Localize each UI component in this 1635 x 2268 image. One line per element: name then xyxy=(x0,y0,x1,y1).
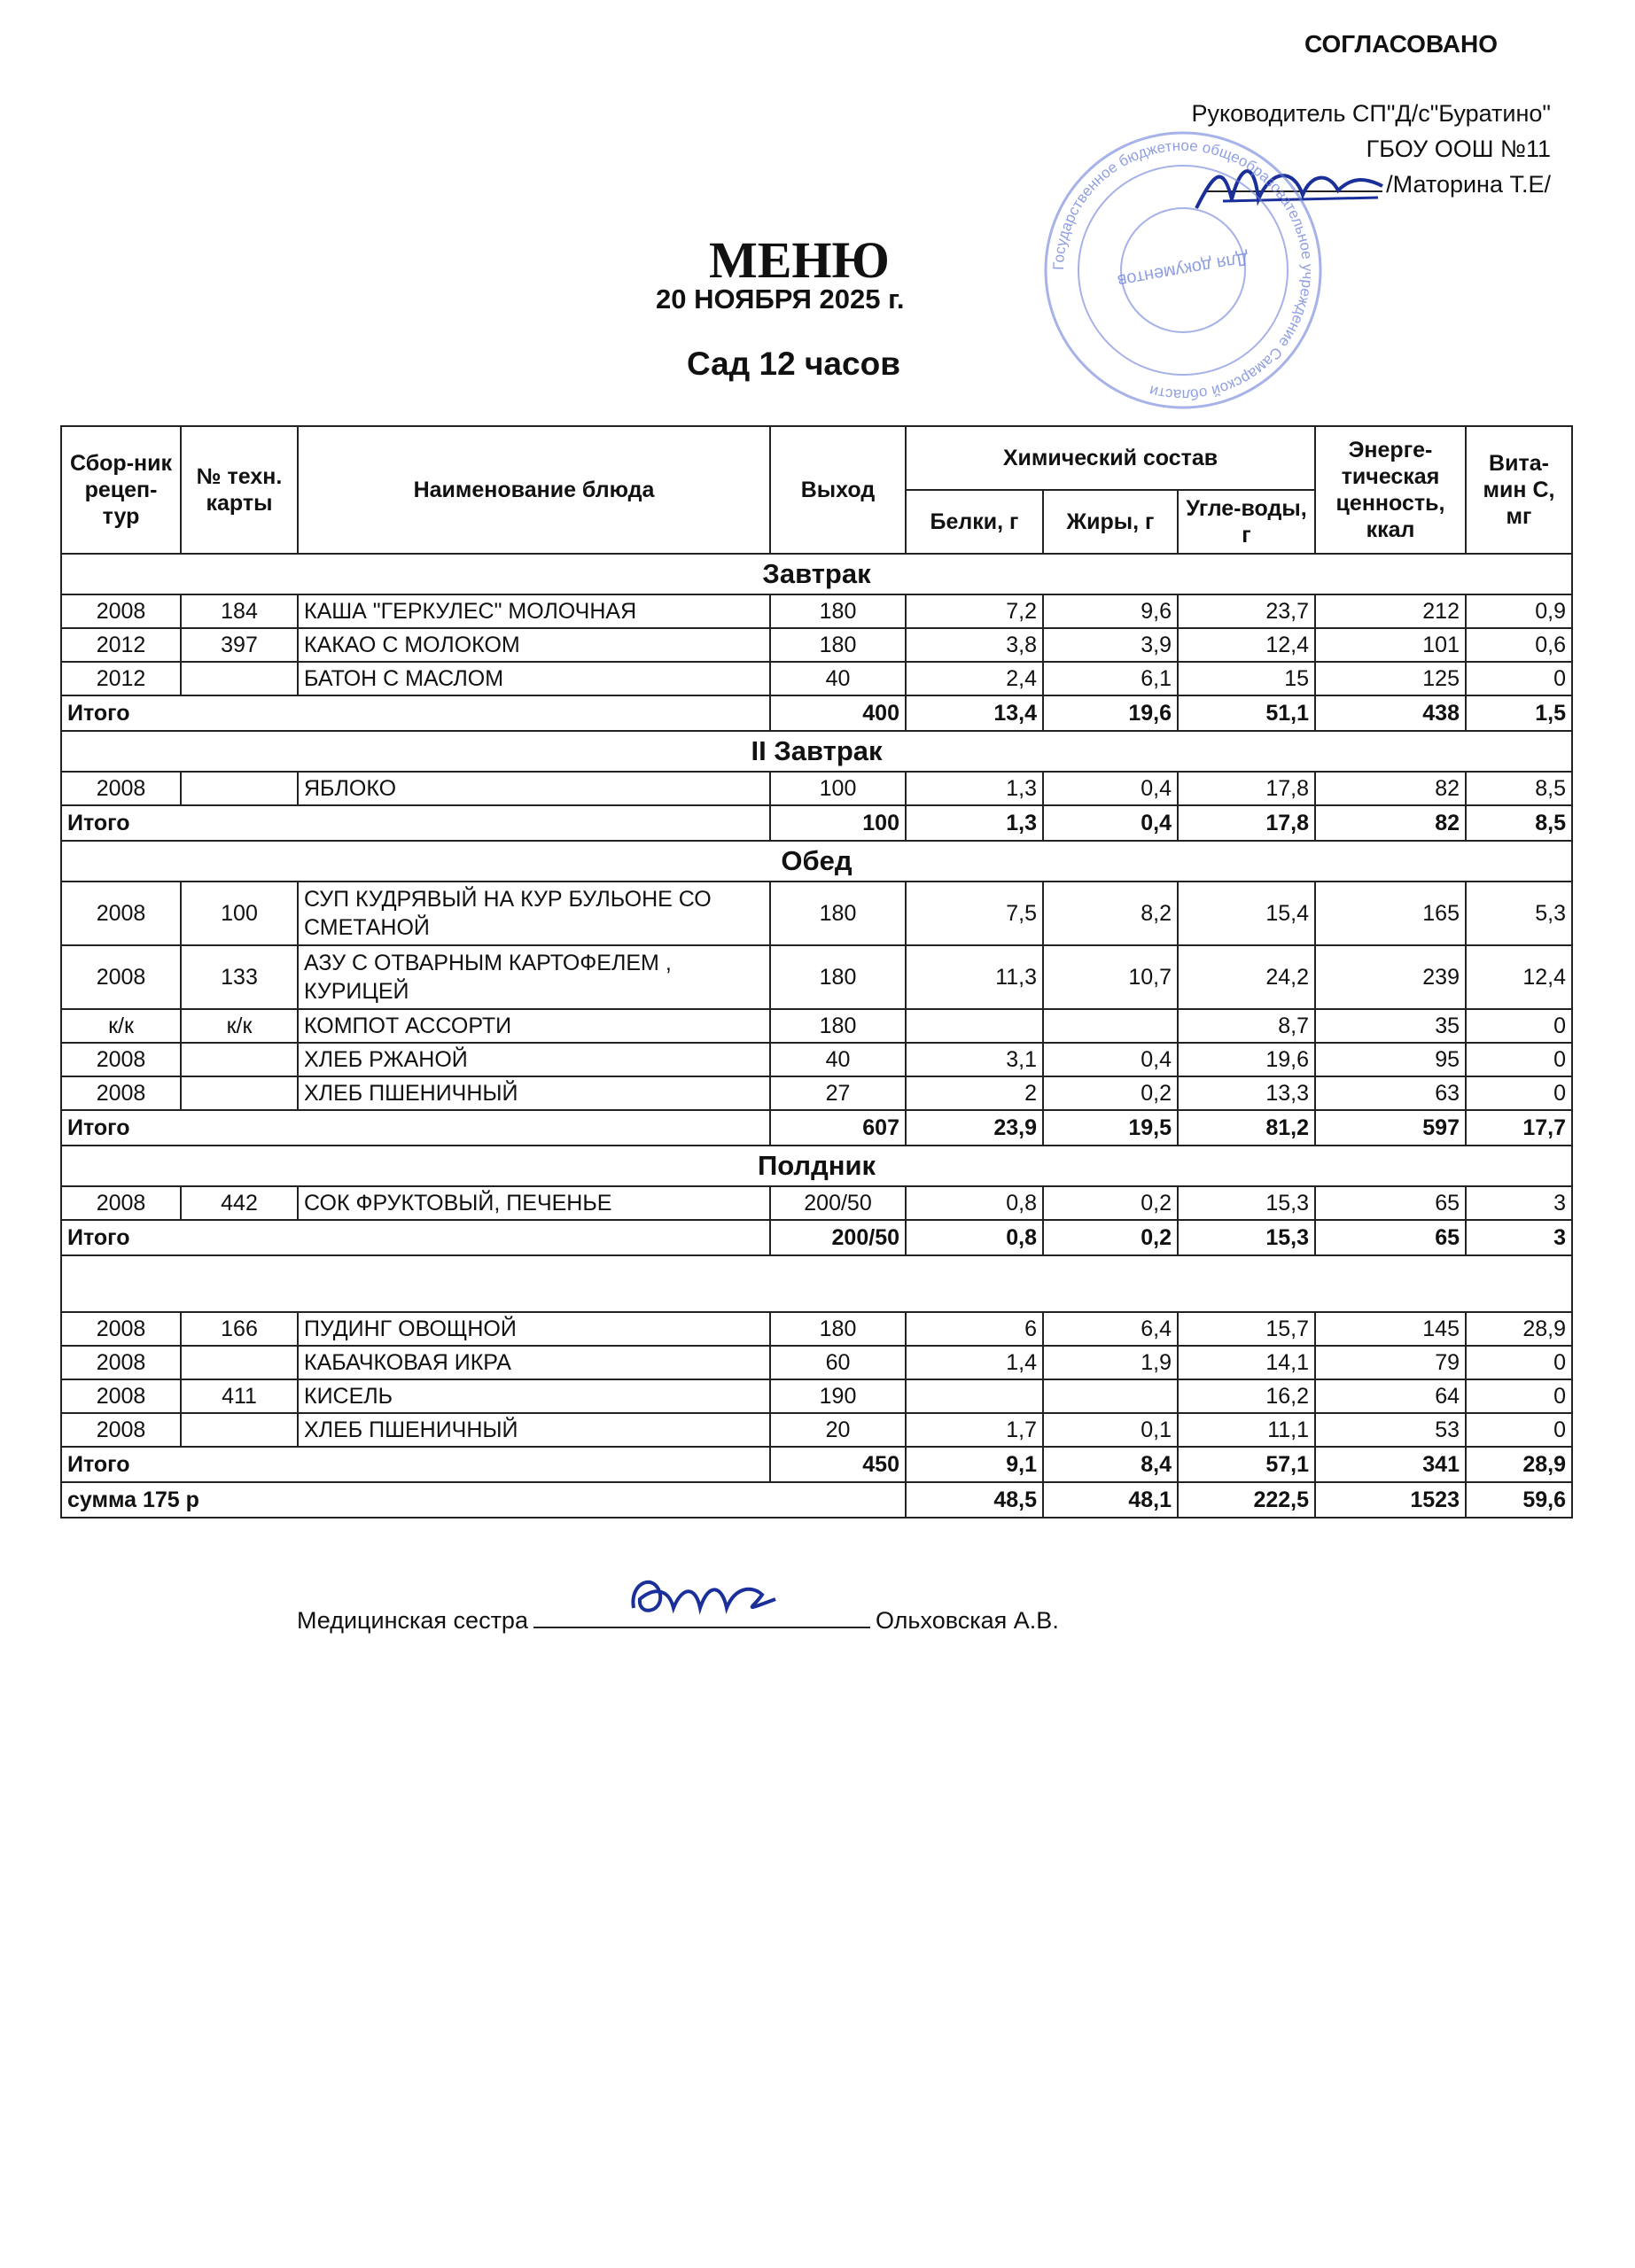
col-yield: Выход xyxy=(770,426,906,554)
table-cell: ХЛЕБ РЖАНОЙ xyxy=(298,1043,770,1076)
table-cell xyxy=(181,1043,298,1076)
table-cell: СУП КУДРЯВЫЙ НА КУР БУЛЬОНЕ СО СМЕТАНОЙ xyxy=(298,882,770,945)
table-cell: 180 xyxy=(770,594,906,628)
col-tech-card: № техн. карты xyxy=(181,426,298,554)
total-label: Итого xyxy=(61,805,770,841)
grand-total-cell: 59,6 xyxy=(1466,1482,1572,1518)
table-cell: 15 xyxy=(1178,662,1315,695)
col-dish: Наименование блюда xyxy=(298,426,770,554)
section-title xyxy=(61,1255,1572,1312)
table-cell xyxy=(181,1076,298,1110)
table-cell: 15,7 xyxy=(1178,1312,1315,1346)
table-cell: 16,2 xyxy=(1178,1379,1315,1413)
table-cell: КАКАО С МОЛОКОМ xyxy=(298,628,770,662)
table-cell: 0,1 xyxy=(1043,1413,1178,1447)
menu-subtitle: Сад 12 часов xyxy=(687,346,900,382)
table-cell: 13,3 xyxy=(1178,1076,1315,1110)
table-cell: 0,4 xyxy=(1043,772,1178,805)
total-cell: 438 xyxy=(1315,695,1466,731)
total-cell: 81,2 xyxy=(1178,1110,1315,1146)
table-cell: АЗУ С ОТВАРНЫМ КАРТОФЕЛЕМ , КУРИЦЕЙ xyxy=(298,945,770,1009)
table-cell: 180 xyxy=(770,882,906,945)
total-cell: 400 xyxy=(770,695,906,731)
table-cell: 180 xyxy=(770,1009,906,1043)
table-cell: КОМПОТ АССОРТИ xyxy=(298,1009,770,1043)
table-cell: 2008 xyxy=(61,1186,181,1220)
table-cell: 1,9 xyxy=(1043,1346,1178,1379)
table-cell: 239 xyxy=(1315,945,1466,1009)
table-cell xyxy=(181,1346,298,1379)
total-cell: 19,5 xyxy=(1043,1110,1178,1146)
table-cell: 2008 xyxy=(61,882,181,945)
table-cell: 2008 xyxy=(61,1346,181,1379)
table-cell: 2008 xyxy=(61,945,181,1009)
table-cell: 100 xyxy=(181,882,298,945)
total-cell: 0,4 xyxy=(1043,805,1178,841)
table-cell: 2012 xyxy=(61,662,181,695)
table-cell xyxy=(181,662,298,695)
stamp-outer-text: Государственное бюджетное общеобразовательное учреждение Самарской области xyxy=(1049,136,1317,404)
table-row xyxy=(61,628,1572,662)
total-cell: 8,4 xyxy=(1043,1447,1178,1482)
table-cell xyxy=(1043,1009,1178,1043)
table-cell: 2008 xyxy=(61,1379,181,1413)
table-cell: 28,9 xyxy=(1466,1312,1572,1346)
total-row xyxy=(61,1110,1572,1146)
grand-total-cell: 222,5 xyxy=(1178,1482,1315,1518)
col-collection: Сбор-ник рецеп-тур xyxy=(61,426,181,554)
total-cell: 607 xyxy=(770,1110,906,1146)
table-cell: 24,2 xyxy=(1178,945,1315,1009)
col-carbs: Угле-воды, г xyxy=(1178,490,1315,554)
total-cell: 51,1 xyxy=(1178,695,1315,731)
table-cell: 101 xyxy=(1315,628,1466,662)
table-cell: 190 xyxy=(770,1379,906,1413)
table-cell: 0 xyxy=(1466,662,1572,695)
total-label: Итого xyxy=(61,695,770,731)
table-cell: 2008 xyxy=(61,772,181,805)
section-title: II Завтрак xyxy=(61,731,1572,772)
total-label: Итого xyxy=(61,1220,770,1255)
table-cell: 19,6 xyxy=(1178,1043,1315,1076)
table-cell: 3,8 xyxy=(906,628,1043,662)
table-cell: ЯБЛОКО xyxy=(298,772,770,805)
page-title: МЕНЮ xyxy=(709,231,890,289)
total-label: Итого xyxy=(61,1447,770,1482)
table-cell: 7,2 xyxy=(906,594,1043,628)
table-row xyxy=(61,1043,1572,1076)
total-cell: 57,1 xyxy=(1178,1447,1315,1482)
table-row xyxy=(61,772,1572,805)
table-cell: 180 xyxy=(770,1312,906,1346)
table-cell: 125 xyxy=(1315,662,1466,695)
col-chem: Химический состав xyxy=(906,426,1315,490)
nurse-label: Медицинская сестра xyxy=(297,1607,528,1634)
total-cell: 23,9 xyxy=(906,1110,1043,1146)
total-row xyxy=(61,1447,1572,1482)
table-cell: 12,4 xyxy=(1178,628,1315,662)
table-cell: 133 xyxy=(181,945,298,1009)
table-row xyxy=(61,662,1572,695)
total-cell: 1,5 xyxy=(1466,695,1572,731)
table-cell: БАТОН С МАСЛОМ xyxy=(298,662,770,695)
table-cell: 40 xyxy=(770,662,906,695)
section-header xyxy=(61,731,1572,772)
grand-total-label: сумма 175 р xyxy=(61,1482,906,1518)
menu-table-body xyxy=(61,554,1572,1518)
table-cell: 40 xyxy=(770,1043,906,1076)
table-cell: 6 xyxy=(906,1312,1043,1346)
approval-signatory: /Маторина Т.Е/ xyxy=(1386,171,1551,198)
table-cell: 2008 xyxy=(61,1312,181,1346)
total-cell: 8,5 xyxy=(1466,805,1572,841)
table-cell: 53 xyxy=(1315,1413,1466,1447)
table-cell: 6,1 xyxy=(1043,662,1178,695)
table-cell: 100 xyxy=(770,772,906,805)
stamp-center-text: Для документов xyxy=(1116,248,1250,291)
table-cell: 14,1 xyxy=(1178,1346,1315,1379)
table-cell: 2 xyxy=(906,1076,1043,1110)
table-row xyxy=(61,1312,1572,1346)
table-row xyxy=(61,1009,1572,1043)
total-cell: 0,2 xyxy=(1043,1220,1178,1255)
table-row xyxy=(61,1346,1572,1379)
table-cell: 2012 xyxy=(61,628,181,662)
total-cell: 17,7 xyxy=(1466,1110,1572,1146)
table-cell: 35 xyxy=(1315,1009,1466,1043)
table-cell: 5,3 xyxy=(1466,882,1572,945)
table-cell: 15,3 xyxy=(1178,1186,1315,1220)
table-cell: 184 xyxy=(181,594,298,628)
table-cell: 397 xyxy=(181,628,298,662)
table-cell: 0 xyxy=(1466,1346,1572,1379)
table-cell xyxy=(906,1379,1043,1413)
col-vitamin: Вита-мин С, мг xyxy=(1466,426,1572,554)
table-cell: 1,7 xyxy=(906,1413,1043,1447)
table-row xyxy=(61,882,1572,945)
table-cell: 65 xyxy=(1315,1186,1466,1220)
table-cell: 0,6 xyxy=(1466,628,1572,662)
section-title: Завтрак xyxy=(61,554,1572,594)
table-cell: 11,3 xyxy=(906,945,1043,1009)
table-cell: 0 xyxy=(1466,1009,1572,1043)
total-cell: 450 xyxy=(770,1447,906,1482)
total-cell: 28,9 xyxy=(1466,1447,1572,1482)
total-label: Итого xyxy=(61,1110,770,1146)
total-cell: 0,8 xyxy=(906,1220,1043,1255)
table-cell: 17,8 xyxy=(1178,772,1315,805)
table-row xyxy=(61,1413,1572,1447)
table-cell: 0 xyxy=(1466,1043,1572,1076)
table-row xyxy=(61,1379,1572,1413)
total-row xyxy=(61,695,1572,731)
total-cell: 100 xyxy=(770,805,906,841)
table-cell: 11,1 xyxy=(1178,1413,1315,1447)
table-cell: 145 xyxy=(1315,1312,1466,1346)
table-cell: 3,1 xyxy=(906,1043,1043,1076)
grand-total-row xyxy=(61,1482,1572,1518)
table-cell: 60 xyxy=(770,1346,906,1379)
section-header xyxy=(61,1146,1572,1186)
total-cell: 3 xyxy=(1466,1220,1572,1255)
table-cell: 82 xyxy=(1315,772,1466,805)
table-row xyxy=(61,594,1572,628)
table-cell: 3 xyxy=(1466,1186,1572,1220)
total-cell: 19,6 xyxy=(1043,695,1178,731)
table-cell: к/к xyxy=(61,1009,181,1043)
table-row xyxy=(61,1076,1572,1110)
section-header xyxy=(61,554,1572,594)
table-cell: 0,8 xyxy=(906,1186,1043,1220)
table-cell: 2008 xyxy=(61,1076,181,1110)
total-cell: 200/50 xyxy=(770,1220,906,1255)
table-cell: КАБАЧКОВАЯ ИКРА xyxy=(298,1346,770,1379)
total-cell: 17,8 xyxy=(1178,805,1315,841)
table-cell: 8,7 xyxy=(1178,1009,1315,1043)
table-cell: 411 xyxy=(181,1379,298,1413)
table-cell: КИСЕЛЬ xyxy=(298,1379,770,1413)
approval-line-1: Руководитель СП"Д/с"Буратино" xyxy=(1191,100,1551,127)
table-cell: 23,7 xyxy=(1178,594,1315,628)
table-cell xyxy=(906,1009,1043,1043)
table-cell: 27 xyxy=(770,1076,906,1110)
table-cell: 8,5 xyxy=(1466,772,1572,805)
table-cell: 442 xyxy=(181,1186,298,1220)
table-cell: 2008 xyxy=(61,594,181,628)
col-energy: Энерге-тическая ценность, ккал xyxy=(1315,426,1466,554)
table-cell: КАША "ГЕРКУЛЕС" МОЛОЧНАЯ xyxy=(298,594,770,628)
total-cell: 1,3 xyxy=(906,805,1043,841)
nurse-name: Ольховская А.В. xyxy=(875,1607,1059,1634)
table-cell: 9,6 xyxy=(1043,594,1178,628)
table-header-row xyxy=(61,426,1572,490)
table-cell: 212 xyxy=(1315,594,1466,628)
table-cell: 200/50 xyxy=(770,1186,906,1220)
table-cell: 0,4 xyxy=(1043,1043,1178,1076)
table-cell: 12,4 xyxy=(1466,945,1572,1009)
total-cell: 9,1 xyxy=(906,1447,1043,1482)
total-row xyxy=(61,805,1572,841)
table-cell: 0 xyxy=(1466,1413,1572,1447)
section-header xyxy=(61,841,1572,882)
approval-line-2: ГБОУ ООШ №11 xyxy=(1366,136,1551,162)
total-cell: 13,4 xyxy=(906,695,1043,731)
total-cell: 597 xyxy=(1315,1110,1466,1146)
table-cell: 0,9 xyxy=(1466,594,1572,628)
col-fat: Жиры, г xyxy=(1043,490,1178,554)
table-cell: 79 xyxy=(1315,1346,1466,1379)
table-row xyxy=(61,1186,1572,1220)
table-cell: 180 xyxy=(770,945,906,1009)
col-protein: Белки, г xyxy=(906,490,1043,554)
table-cell: ПУДИНГ ОВОЩНОЙ xyxy=(298,1312,770,1346)
table-cell: 64 xyxy=(1315,1379,1466,1413)
table-cell: 165 xyxy=(1315,882,1466,945)
table-cell: 0 xyxy=(1466,1379,1572,1413)
table-cell: ХЛЕБ ПШЕНИЧНЫЙ xyxy=(298,1076,770,1110)
total-cell: 15,3 xyxy=(1178,1220,1315,1255)
nurse-signature xyxy=(620,1568,789,1630)
table-cell: 6,4 xyxy=(1043,1312,1178,1346)
table-cell xyxy=(181,772,298,805)
table-cell: 3,9 xyxy=(1043,628,1178,662)
menu-table xyxy=(60,425,1573,1518)
table-cell: СОК ФРУКТОВЫЙ, ПЕЧЕНЬЕ xyxy=(298,1186,770,1220)
table-cell: к/к xyxy=(181,1009,298,1043)
grand-total-cell: 48,1 xyxy=(1043,1482,1178,1518)
table-cell: 2,4 xyxy=(906,662,1043,695)
table-cell: 0 xyxy=(1466,1076,1572,1110)
table-cell: 63 xyxy=(1315,1076,1466,1110)
total-cell: 341 xyxy=(1315,1447,1466,1482)
table-row xyxy=(61,945,1572,1009)
section-title: Полдник xyxy=(61,1146,1572,1186)
section-header xyxy=(61,1255,1572,1312)
grand-total-cell: 48,5 xyxy=(906,1482,1043,1518)
total-row xyxy=(61,1220,1572,1255)
table-cell xyxy=(1043,1379,1178,1413)
menu-date: 20 НОЯБРЯ 2025 г. xyxy=(656,284,905,315)
table-cell: 1,3 xyxy=(906,772,1043,805)
table-cell: 180 xyxy=(770,628,906,662)
total-cell: 82 xyxy=(1315,805,1466,841)
table-cell: 10,7 xyxy=(1043,945,1178,1009)
table-cell: 0,2 xyxy=(1043,1186,1178,1220)
approval-agreed: СОГЛАСОВАНО xyxy=(1304,30,1498,58)
total-cell: 65 xyxy=(1315,1220,1466,1255)
table-cell: ХЛЕБ ПШЕНИЧНЫЙ xyxy=(298,1413,770,1447)
table-cell: 15,4 xyxy=(1178,882,1315,945)
table-cell: 20 xyxy=(770,1413,906,1447)
table-cell: 95 xyxy=(1315,1043,1466,1076)
table-cell: 7,5 xyxy=(906,882,1043,945)
table-cell: 2008 xyxy=(61,1043,181,1076)
table-cell: 1,4 xyxy=(906,1346,1043,1379)
section-title: Обед xyxy=(61,841,1572,882)
grand-total-cell: 1523 xyxy=(1315,1482,1466,1518)
table-cell: 166 xyxy=(181,1312,298,1346)
table-cell: 8,2 xyxy=(1043,882,1178,945)
official-stamp xyxy=(1037,124,1329,416)
table-cell xyxy=(181,1413,298,1447)
table-cell: 0,2 xyxy=(1043,1076,1178,1110)
table-cell: 2008 xyxy=(61,1413,181,1447)
